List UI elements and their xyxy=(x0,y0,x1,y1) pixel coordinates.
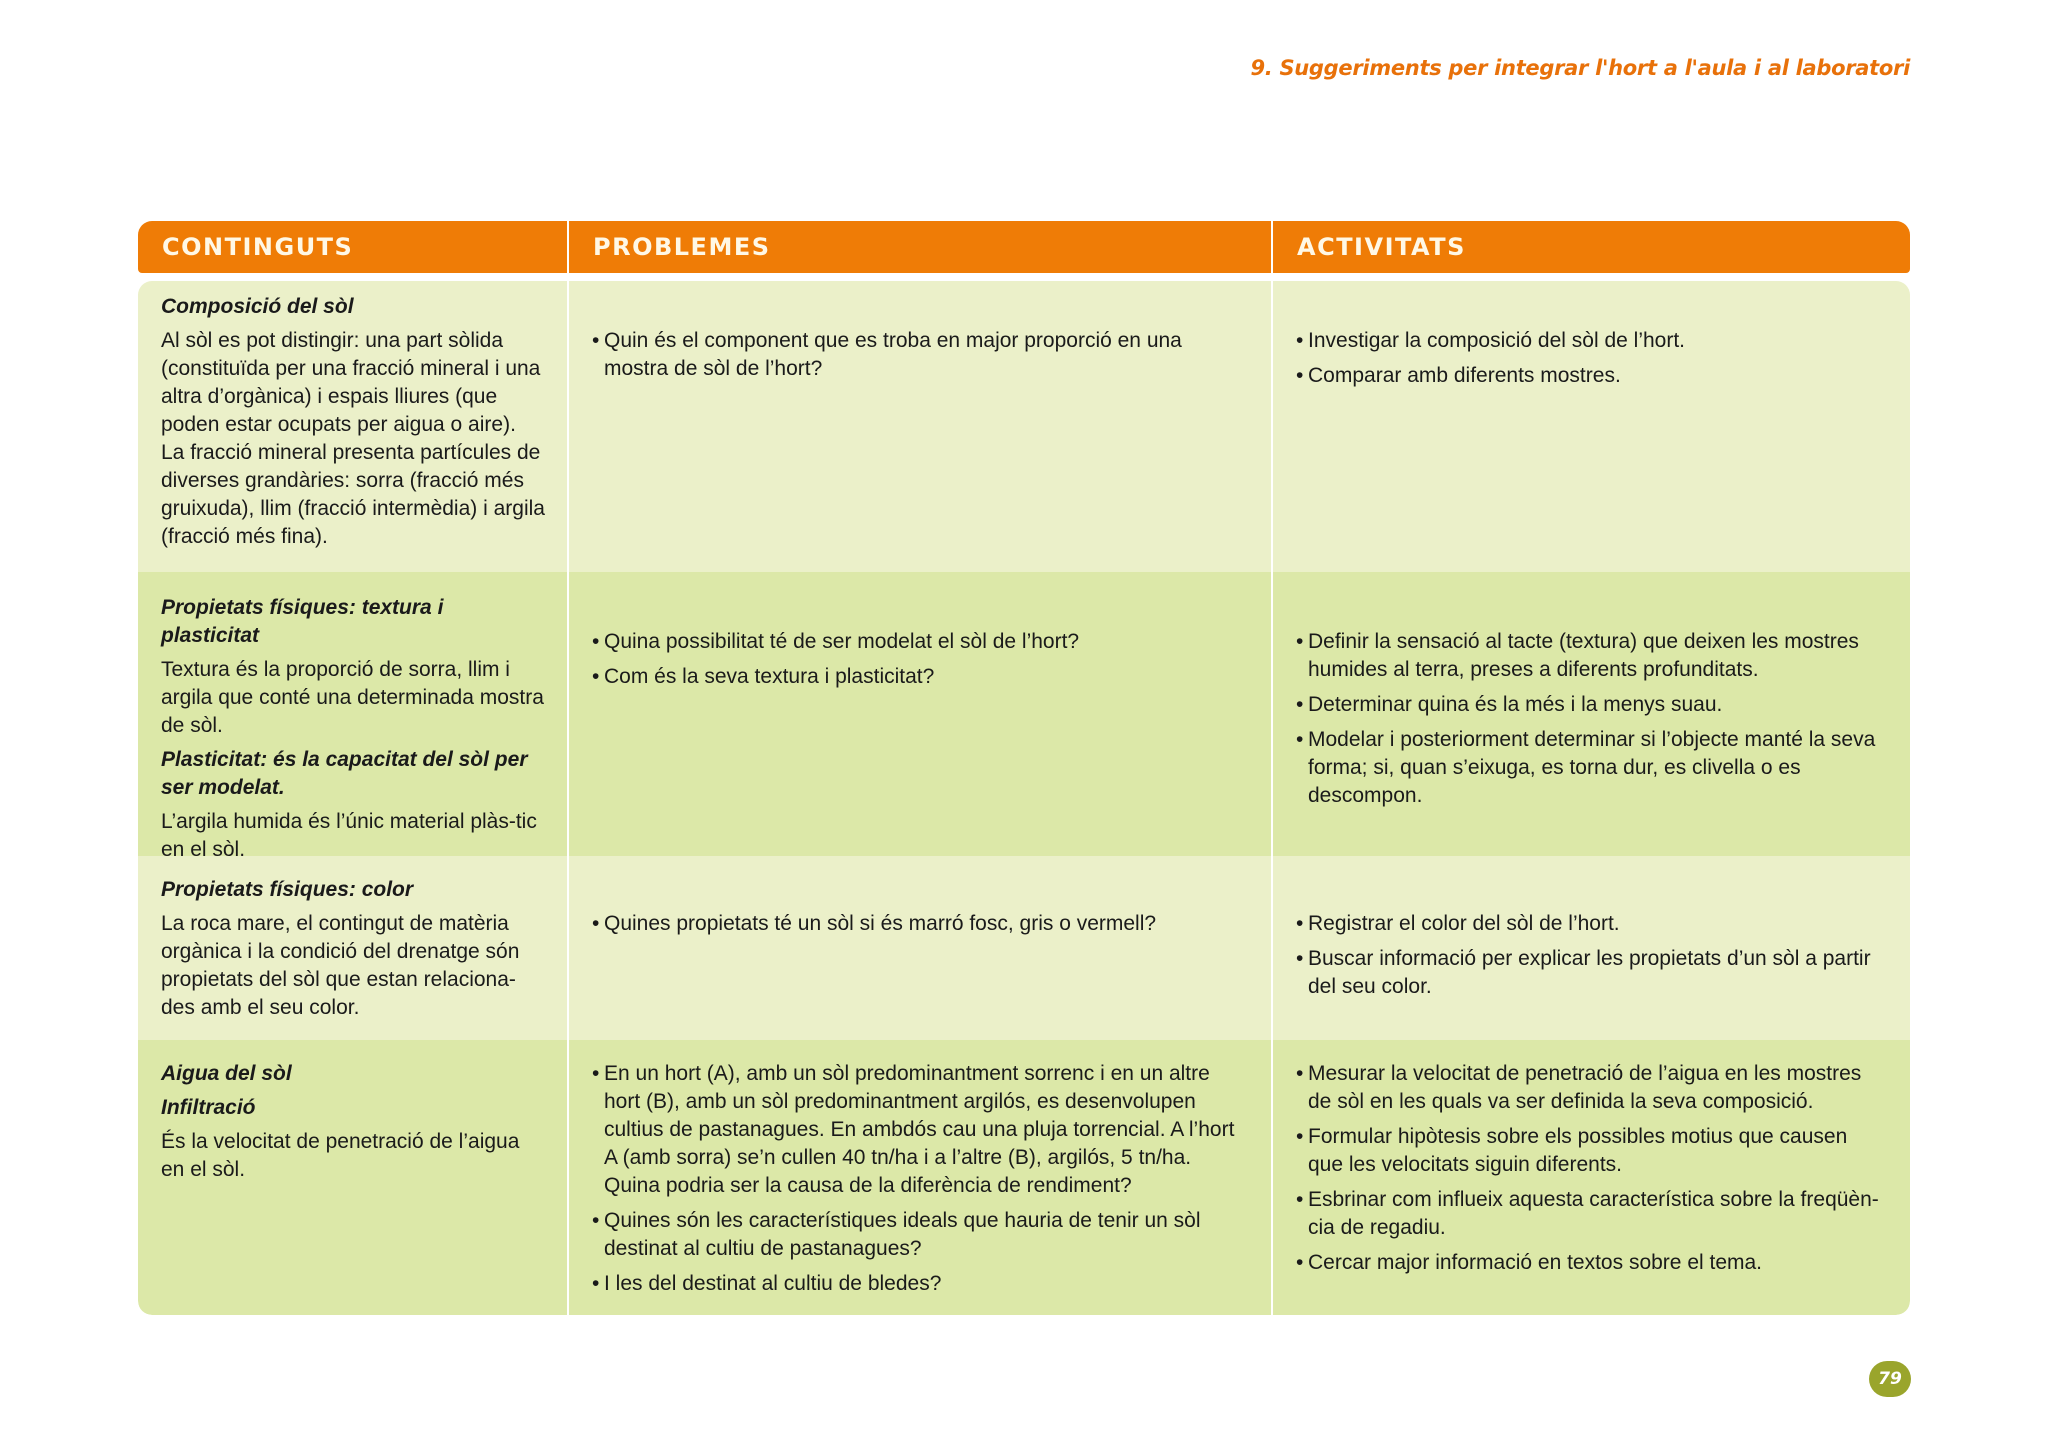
continguts-cell xyxy=(138,856,569,1040)
table-row xyxy=(138,281,1910,572)
table-row xyxy=(138,1040,1910,1315)
content-title: Propietats físiques: color xyxy=(161,878,414,901)
problem-item: • En un hort (A), amb un sòl predominantment sorrenc i en un altre hort (B), amb un sòl predominantment argilós, es desenvolupen cultius de pastanagues. En ambdós cau una pluja torrencial. A l’hort A (amb sorra) se’n cullen 40 tn/ha i a l’altre (B), argilós, 5 tn/ha. Quina podria ser la causa de la diferència de rendiment? xyxy=(592,1060,1249,1200)
problem-item: • Quines són les característiques ideals que hauria de tenir un sòl destinat al cultiu de pastanagues? xyxy=(592,1207,1249,1263)
activity-item: • Registrar el color del sòl de l’hort. xyxy=(1296,910,1888,938)
activity-item: • Buscar informació per explicar les propietats d’un sòl a partir del seu color. xyxy=(1296,945,1888,1001)
content-title: Aigua del sòl xyxy=(161,1062,292,1085)
content-text: És la velocitat de penetració de l’aigua en el sòl. xyxy=(161,1130,520,1181)
curriculum-table xyxy=(138,221,1910,1315)
table-header xyxy=(138,221,1910,273)
activitats-cell xyxy=(1273,281,1910,572)
problemes-cell xyxy=(569,1040,1273,1315)
activity-item: • Mesurar la velocitat de penetració de l’aigua en les mostres de sòl en les quals va ser definida la seva composició. xyxy=(1296,1060,1888,1116)
activitats-cell xyxy=(1273,856,1910,1040)
content-subtitle: Infiltració xyxy=(161,1096,256,1119)
activity-item: • Cercar major informació en textos sobre el tema. xyxy=(1296,1249,1888,1277)
content-text: L’argila humida és l’únic material plàs-tic en el sòl. xyxy=(161,810,537,861)
problem-item: • Quina possibilitat té de ser modelat el sòl de l’hort? xyxy=(592,628,1249,656)
problemes-cell xyxy=(569,281,1273,572)
activity-item: • Formular hipòtesis sobre els possibles motius que causen que les velocitats siguin diferents. xyxy=(1296,1123,1888,1179)
problemes-cell xyxy=(569,856,1273,1040)
activity-item: • Determinar quina és la més i la menys suau. xyxy=(1296,691,1888,719)
activity-item: • Investigar la composició del sòl de l’hort. xyxy=(1296,327,1888,355)
running-header-title: 9. Suggeriments per integrar l'hort a l'aula i al laboratori xyxy=(1250,56,1910,80)
activity-item: • Comparar amb diferents mostres. xyxy=(1296,362,1888,390)
table-row xyxy=(138,572,1910,861)
continguts-cell xyxy=(138,281,569,572)
activitats-cell xyxy=(1273,1040,1910,1315)
page-number-badge: 79 xyxy=(1869,1361,1911,1397)
content-subtitle: Plasticitat: és la capacitat del sòl per ser modelat. xyxy=(161,748,528,799)
column-header-continguts: CONTINGUTS xyxy=(138,221,569,273)
problem-item: • Quin és el component que es troba en major proporció en una mostra de sòl de l’hort? xyxy=(592,327,1249,383)
content-text: La roca mare, el contingut de matèria orgànica i la condició del drenatge són propietats del sòl que estan relaciona-des amb el seu color. xyxy=(161,912,520,1019)
problem-item: • Com és la seva textura i plasticitat? xyxy=(592,663,1249,691)
content-text: Al sòl es pot distingir: una part sòlida (constituïda per una fracció mineral i una altra d’orgànica) i espais lliures (que poden estar ocupats per aigua o aire). La fracció mineral presenta partícules de diverses grandàries: sorra (fracció més gruixuda), llim (fracció intermèdia) i argila (fracció més fina). xyxy=(161,329,545,548)
continguts-cell xyxy=(138,572,569,861)
continguts-cell xyxy=(138,1040,569,1315)
problem-item: • Quines propietats té un sòl si és marró fosc, gris o vermell? xyxy=(592,910,1249,938)
content-title: Composició del sòl xyxy=(161,295,354,318)
column-header-activitats: ACTIVITATS xyxy=(1297,233,1466,261)
table-body xyxy=(138,281,1910,1315)
problem-item: • I les del destinat al cultiu de bledes? xyxy=(592,1270,1249,1298)
activity-item: • Modelar i posteriorment determinar si l’objecte manté la seva forma; si, quan s’eixuga, es torna dur, es clivella o es descompon. xyxy=(1296,726,1888,810)
content-text: Textura és la proporció de sorra, llim i argila que conté una determinada mostra de sòl. xyxy=(161,658,544,737)
activitats-cell xyxy=(1273,572,1910,856)
activity-item: • Esbrinar com influeix aquesta característica sobre la freqüèn-cia de regadiu. xyxy=(1296,1186,1888,1242)
activity-item: • Definir la sensació al tacte (textura) que deixen les mostres humides al terra, preses a diferents profunditats. xyxy=(1296,628,1888,684)
table-row xyxy=(138,856,1910,1040)
content-title: Propietats físiques: textura i plasticitat xyxy=(161,596,444,647)
column-header-problemes: PROBLEMES xyxy=(569,221,1273,273)
problemes-cell xyxy=(569,572,1273,856)
